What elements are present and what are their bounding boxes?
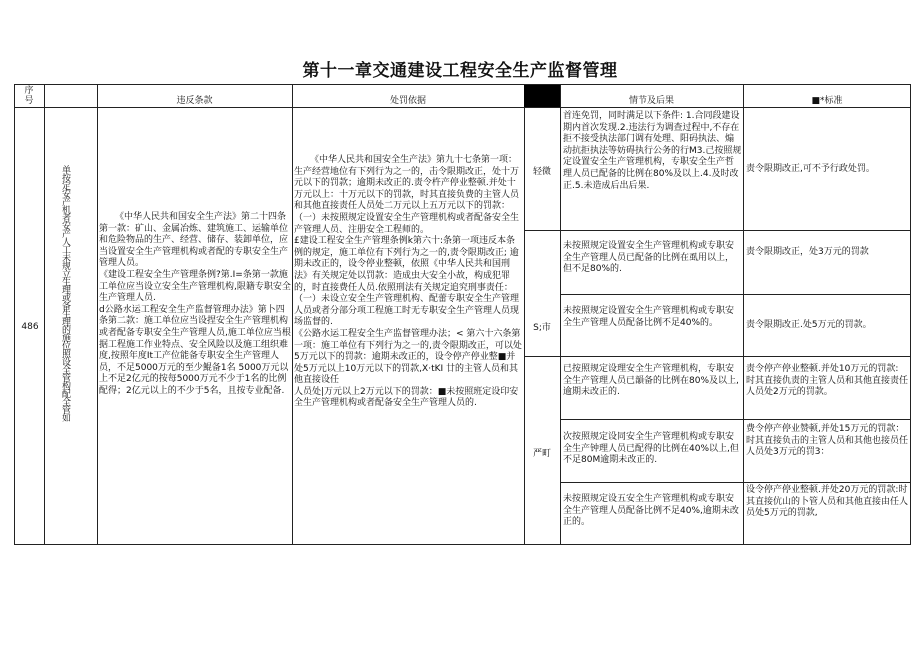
table-divider <box>97 84 98 545</box>
table-divider <box>560 294 911 295</box>
circumstance-1: 首连免罚，同时满足以下条件: 1.合同段建设期内首次发现.2.违法行为调查过程中,不存在拒不接受执法部门调有处理、阳码执法、煽动抗拒执法等妨碍执行公务的行M3.己按照规定设置安全生产管理机构，专职安全生产哲理人员已配备的比例在80%及以上.4.及时改正.5.未造成后出后果. <box>563 111 742 191</box>
standard-2: 责令限期改正，处3万元的罚款 <box>746 247 869 257</box>
violation-text: 《中华人民共和国安全生产法》第二十四条第一款：矿山、金属冶炼、建筑施工、运输单位和危险物品的生产、经营、储存、装卸单位，应当设置安全生产管理机构或者配的专职安全生产管理人员。 《建设工程安全生产管理条例?第.I=条第一款施工单位应当设立安全生产管理机构,限籍专职安全生产管理人员. d公路水运工程安全生产监督管理办法》第卜四条第二款：施工单位应当设捏安全生产管理机构或者配备专职安全生产管理人员,施工单位应当根据工程施工作业特点、安全风险以及施工组织难度,按照年度It工产位能备专职安全生产管理人员，不足5000万元的至少鯤备1名 5000万元以上不足2亿元的按每5000万元不少于1名的比例配得；2亿元以上的不少于5名，且按专业配备. <box>99 212 291 396</box>
level-general: S;市 <box>533 323 551 333</box>
circumstance-4: 已按照规定设理安全生产管理机构，专职安全生产管理人员已韻备的比例在80%及以上,逾期未改正的. <box>563 364 739 398</box>
level-light: 轻微 <box>532 167 551 177</box>
circumstance-3: 未按照规定设置安全生产管理机构或专职安全生产管理人员配备比例不足40%的。 <box>563 306 735 328</box>
item-description: 单按定安产机者安产人工未规立生理或备生理的施位照设全管构配全管如 <box>60 165 70 421</box>
level-severe: 严町 <box>532 449 551 459</box>
standard-5: 费令停产停业赞顿,并处15万元的罚款：时其直接负击的主管人员和其他也接员任人员处3万元的罚3： <box>746 424 909 458</box>
standard-6: 设令停产停业整顿.并处20万元的罚款:时其直接伉山的卜管人员和其他直接由任人员处5万元的罚款, <box>746 485 909 519</box>
table-divider <box>560 482 911 483</box>
standard-3: 责令限期改正.处5万元的罚款。 <box>746 320 872 330</box>
circumstance-6: 未按照规定设五安全生产管理机构或专职安全生产管理人员配备比例不足40%,逾期未改正的。 <box>563 494 739 528</box>
header-circumstances: 情节及后果 <box>628 96 674 106</box>
header-standard: ■*标准 <box>811 96 843 106</box>
table-divider <box>524 84 525 545</box>
circumstance-5: 次按照规定设同安全生产管理机构或专职安全生产钟理人员已配得的比例在40%以上,但不足80M逾期未改正的. <box>563 432 739 466</box>
header-violation: 违反条款 <box>176 96 213 106</box>
table-divider <box>743 84 744 545</box>
table-divider <box>44 84 45 545</box>
header-penalty: 处罚依据 <box>389 96 426 106</box>
page-title: 第十一章交通建设工程安全生产监督管理 <box>302 61 618 81</box>
table-divider <box>524 356 911 357</box>
circumstance-2: 未按照规定设置安全生产管理机构或专职安全生产管理人员已配备的比例在虱用以上，但不足80%的. <box>563 241 735 275</box>
row-seq: 486 <box>21 322 39 332</box>
header-seq: 序 号 <box>24 86 34 106</box>
table-divider <box>524 230 911 231</box>
table-divider <box>560 419 911 420</box>
table-divider <box>14 107 911 108</box>
table-divider <box>292 84 293 545</box>
table-divider <box>560 84 561 545</box>
standard-1: 责令限期改正,可不予行政处罚。 <box>746 164 875 174</box>
penalty-text: 《中华人民共和国安全生产法》第九十七条第一项：生产经营地位有下列行为之一的，击令限期改正，处十万元以下的罚款；逾期未改正的.责令杵产停业整顿.并处十万元以上：十万元以下的罚款，时其直接负费的主管人员和其他直接责任人员处二万元以上五万元以下的罚款：（一）未按照规定设置安全生产管理机构或者配备安全生产管理人员、注册安全工程师的。 £建设工程安全生产管理条例k第六十:条第一项违反本条例的规定，施工单位有下列行为之一的,责令限期改正; 逾期未改正的，设令停业整顿，依照《中华人民共和国刑法》有关规定处以罚款：造成虫大安全小故，构成犯罪的，时直接费任人员.依照刑法有关规定追究刑事责任：（一）未设立安全生产管理机构、配蕾专职安全生产管理人员或者分部分项工程施工时无专职安全生产管理人员现场监督的. 《公路水运工程安全生产监督管理办法；< 第六十六条第一项：施工单位有下列行为之一的,责令限期改正，可以处5万元以下的罚款：逾期未改正的，设令停产停业整■并处5万元以上10万元以下的罚款,X·tKI 廿的主管人员和其他直接设任 人员处|万元以上2万元以下的罚款：■未按照班定设印安全生产管理机构或者配备安全生产管理人员的. <box>294 155 522 409</box>
header-filled-cell <box>524 85 560 107</box>
standard-4: 责令停产停业整顿.并处10万元的罚款: 时其直接仇责的主管人员和其他直接责任人员处2万元的罚款。 <box>746 364 909 398</box>
